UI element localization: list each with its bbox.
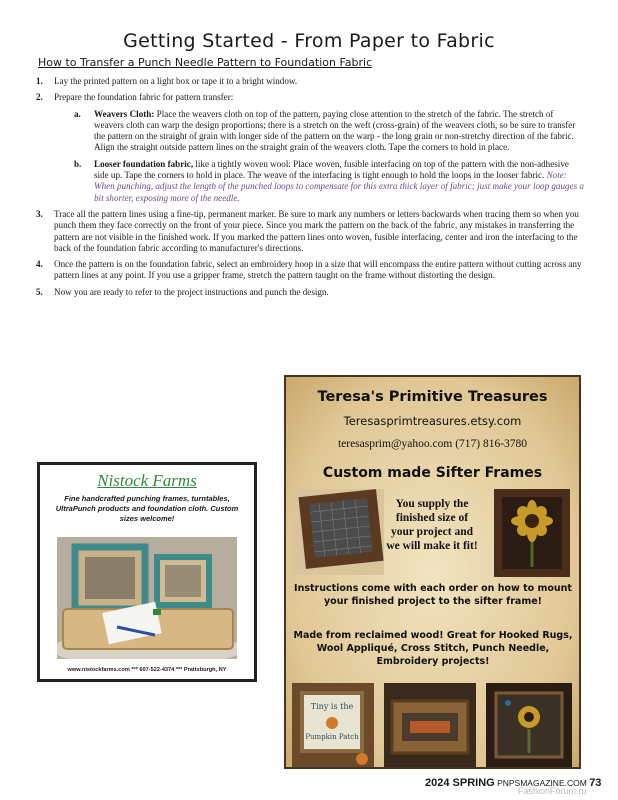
step-5 <box>36 287 584 298</box>
substep-a <box>54 109 584 154</box>
step-2 <box>36 92 584 204</box>
substep-letter: a. <box>74 108 81 119</box>
nistock-description: Fine handcrafted punching frames, turntables, UltraPunch products and foundation cloth. Custom sizes welcome! <box>55 494 239 523</box>
step-text: Once the pattern is on the foundation fabric, select an embroidery hoop in a size that will encompass the entire pattern without cutting across any pattern lines at any point. If you use a gripper frame, stretch the pattern taught on the frame without distorting the design. <box>54 259 582 281</box>
substep-b <box>54 159 584 204</box>
page-number: 73 <box>589 777 602 789</box>
step-number: 4. <box>36 259 43 270</box>
substep-note: Note: When punching, adjust the length of the punched loops to compensate for this extra thick layer of fabric; just make your loop gauges a bit shorter, exposing more of the needle. <box>94 170 584 203</box>
step-1 <box>36 76 584 87</box>
magazine-site: PNPSMAGAZINE.COM <box>497 778 587 788</box>
pumpkin-patch-photo <box>292 683 374 767</box>
substep-text: Place the weavers cloth on top of the pattern, paying close attention to the stretch of the fabric. The stretch of weavers cloth can warp the design proportions; there is a stretch on the weft (cross-grain) of the weavers cloth, so be sure to transfer the pattern on the straight of grain with longer side of the pattern on the warp - the long grain or non-stretchy direction of the fabric. Align the straight outside pattern lines on the straight grain of the weavers cloth. Tape the corners to hold in place. <box>94 108 576 153</box>
substep-letter: b. <box>74 158 82 169</box>
substep-label: Weavers Cloth: <box>94 108 155 119</box>
frames-illustration <box>57 537 237 659</box>
shop-contact: teresasprim@yahoo.com (717) 816-3780 <box>337 438 528 450</box>
step-text: Now you are ready to refer to the project instructions and punch the design. <box>54 286 329 297</box>
fit-text: You supply the finished size of your project and we will make it fit! <box>386 498 478 552</box>
punching-frames-photo <box>57 537 237 659</box>
watermark: FashionForum.ru <box>518 786 587 796</box>
sifter-frame-photo <box>292 489 384 575</box>
step-number: 3. <box>36 208 43 219</box>
step-number: 1. <box>36 76 43 86</box>
substep-label: Looser foundation fabric, <box>94 158 194 169</box>
nistock-contact: www.nistockfarms.com *** 607-522-4374 *** Prattsburgh, NY <box>67 667 227 673</box>
teresa-primitive-treasures-ad[interactable] <box>284 375 581 769</box>
issue-label: 2024 SPRING <box>425 777 495 789</box>
nistock-name: Nistock Farms <box>97 471 197 490</box>
nistock-farms-ad[interactable] <box>37 462 257 682</box>
step-text: Trace all the pattern lines using a fine-tip, permanent marker. Be sure to mark any numbers or letters backwards when tracing them so when you punch them they face correctly on the front of your piece. Since you mark the pattern on the back of the fabric, any mistakes in transferring the pattern are not visible in the finished work. If you marked the pattern lines onto woven, fusible interfacing, center and iron the interfacing to the back of the foundation fabric according to manufacturer's directions. <box>54 208 579 253</box>
step-number: 5. <box>36 286 43 297</box>
shop-website[interactable]: Teresasprimtreasures.etsy.com <box>343 414 522 428</box>
sample-text-top: Tiny is the <box>310 702 354 711</box>
step-number: 2. <box>36 92 43 103</box>
instructions-list <box>36 76 584 303</box>
shop-name: Teresa's Primitive Treasures <box>317 389 548 405</box>
page-title: Getting Started - From Paper to Fabric <box>123 30 495 52</box>
flower-frame-photo <box>486 683 572 767</box>
reclaimed-wood-text: Made from reclaimed wood! Great for Hooked Rugs, Wool Appliqué, Cross Stitch, Punch Needle, Embroidery projects! <box>293 630 573 667</box>
step-3 <box>36 209 584 254</box>
rug-frame-photo <box>384 683 476 767</box>
ad-heading: Custom made Sifter Frames <box>322 465 543 481</box>
step-text: Prepare the foundation fabric for pattern transfer: <box>54 92 234 103</box>
section-subtitle: How to Transfer a Punch Needle Pattern to Foundation Fabric <box>38 56 373 69</box>
sunflower-frame-photo <box>494 489 570 577</box>
mounting-instructions: Instructions come with each order on how to mount your finished project to the sifter frame! <box>294 583 572 607</box>
substep-text: like a tightly woven wool: Place woven, fusible interfacing on top of the pattern with the non-adhesive side up. Tape the corners to hold in place. The weave of the interfacing is tight enough to hold the loops in the looser fabric. <box>94 158 569 181</box>
step-4 <box>36 259 584 282</box>
step-text: Lay the printed pattern on a light box or tape it to a bright window. <box>54 76 298 86</box>
sample-text-bottom: Pumpkin Patch <box>305 733 359 741</box>
